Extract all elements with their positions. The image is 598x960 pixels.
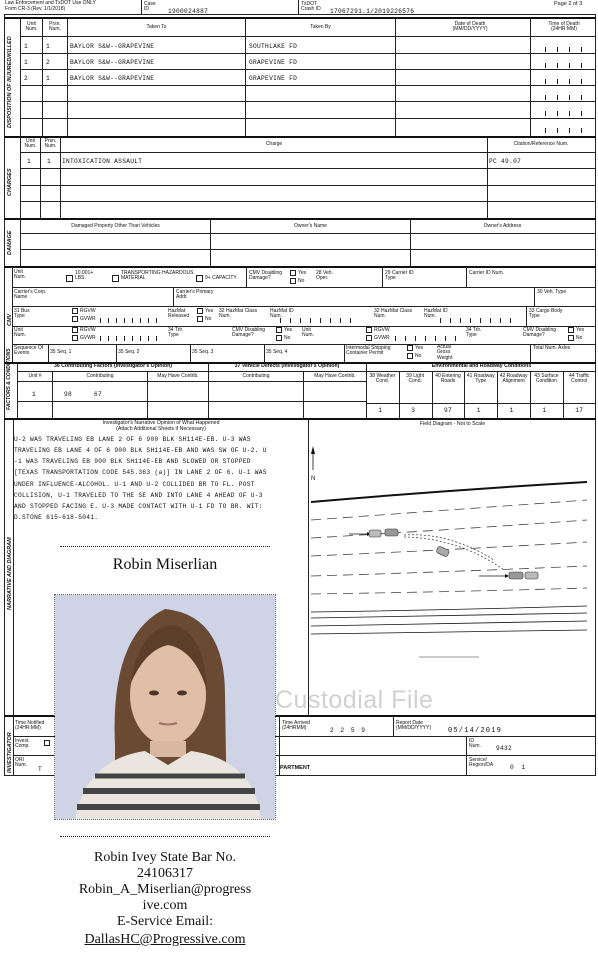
entry-tick xyxy=(569,111,570,116)
entry-tick xyxy=(545,128,546,133)
ori-value: T xyxy=(38,766,43,773)
hazmat-released-no-checkbox[interactable] xyxy=(197,316,203,322)
report-date-value: 05/14/2019 xyxy=(448,727,503,735)
charges-header-prsn: Prsn. Num. xyxy=(44,138,57,150)
department-label-tail: PARTMENT xyxy=(280,765,311,771)
seq3-label: 35 Seq. 3 xyxy=(192,349,214,355)
yes-label: Yes xyxy=(284,327,293,333)
env-col-header: 43 Surface Condition xyxy=(534,373,559,385)
seq-events-label: Sequence Of Events xyxy=(14,345,44,357)
signature-line: Robin_A_Miserlian@progress xyxy=(78,882,252,897)
env-col-value: 1 xyxy=(476,407,481,414)
entry-tick xyxy=(156,318,157,323)
id-num-label: ID Num. xyxy=(469,738,481,750)
narrative-line: COLLISION, U-1 TRAVELED TO THE SE AND INTO LANE 4 AHEAD OF U-3 xyxy=(14,492,263,499)
disp-row3-prsn: 1 xyxy=(46,75,51,82)
overlay-name: Robin Miserlian xyxy=(60,556,270,574)
entry-tick xyxy=(330,318,331,323)
entry-tick xyxy=(581,111,582,116)
entry-tick xyxy=(557,128,558,133)
env-col-value: 3 xyxy=(411,407,416,414)
entry-tick xyxy=(500,318,501,323)
disp-row3-taken-by: GRAPEVINE FD xyxy=(249,75,298,82)
no-label: No xyxy=(205,316,212,322)
cf-col-may-have: May Have Contrib. xyxy=(157,373,199,379)
seq2-label: 35 Seq. 2 xyxy=(118,349,140,355)
entry-tick xyxy=(148,318,149,323)
hazmat-class-label: 32 HazMat Class Num. xyxy=(374,308,413,320)
env-col-value: 17 xyxy=(575,407,584,414)
entry-tick xyxy=(108,336,109,341)
service-region-value: 0 1 xyxy=(510,764,528,771)
no-label: No xyxy=(576,335,583,341)
entry-tick xyxy=(581,95,582,100)
capacity-checkbox[interactable] xyxy=(196,275,203,282)
cmv-disabling-label: CMV Disabling Damage? xyxy=(232,327,266,339)
intermodal-label: Intermodal Shipping Container Permit xyxy=(346,345,391,357)
entry-tick xyxy=(557,63,558,68)
damage-header-owner-name: Owner's Name xyxy=(294,223,327,229)
env-col-header: 38 Weather Cond. xyxy=(369,373,396,385)
env-col-header: 40 Entering Roads xyxy=(435,373,461,385)
entry-tick xyxy=(581,63,582,68)
veh-oper-label: 28 Veh. Oper. xyxy=(316,270,333,282)
rgvw-checkbox[interactable] xyxy=(72,308,78,314)
gvwr-label: GVWR xyxy=(80,335,96,341)
agency-use-label: Law Enforcement and TxDOT Use ONLY xyxy=(5,0,96,6)
field-diagram xyxy=(309,430,595,714)
hazmat-released-yes-checkbox[interactable] xyxy=(197,308,203,314)
entry-tick xyxy=(470,318,471,323)
hazmat-class-label: 32 HazMat Class Num. xyxy=(219,308,258,320)
disp-row3-unit: 2 xyxy=(24,75,29,82)
entry-tick xyxy=(405,336,406,341)
yes-label: Yes xyxy=(576,327,585,333)
carrier-addr-label: Carrier's Primary Addr. xyxy=(176,289,214,301)
narrative-line: [TEXAS TRANSPORTATION CODE 545.363 (a)] IN LANE 2 OF 6. U-1 WAS xyxy=(14,469,267,476)
trlr-type-label: 34 Trlr. Type xyxy=(466,327,482,339)
entry-tick xyxy=(132,318,133,323)
entry-tick xyxy=(557,47,558,52)
entry-tick xyxy=(395,336,396,341)
actual-gross-label: Actual Gross Weight xyxy=(437,344,453,361)
hazmat-released-label: HazMat Released xyxy=(168,308,190,320)
invest-comp-checkbox[interactable] xyxy=(44,740,50,746)
entry-tick xyxy=(310,318,311,323)
case-id-label: Case ID xyxy=(144,1,156,13)
entry-tick xyxy=(569,63,570,68)
time-notified-label: Time Notified (24HR:MM) xyxy=(15,720,45,732)
diagram-label: Field Diagram - Not to Scale xyxy=(419,421,486,427)
disp-row3-taken-to: BAYLOR S&W--GRAPEVINE xyxy=(70,75,155,82)
rgvw-label: RGVW xyxy=(80,308,96,314)
contributing-factors-header: 36 Contributing Factors (Investigator's Opinion) xyxy=(54,363,172,369)
entry-tick xyxy=(116,336,117,341)
cf-col-unit: Unit # xyxy=(28,373,42,379)
gvwr-checkbox[interactable] xyxy=(72,316,78,322)
investigator-side-label: INVESTIGATOR xyxy=(7,732,13,773)
cmv-disabling-yes-checkbox[interactable] xyxy=(568,327,574,333)
env-col-header: 42 Roadway Alignment xyxy=(499,373,528,385)
cargo-body-label: 33 Cargo Body Type xyxy=(529,308,563,320)
entry-tick xyxy=(450,318,451,323)
entry-tick xyxy=(340,318,341,323)
carrier-id-type-label: 29 Carrier ID Type xyxy=(385,270,414,282)
entry-tick xyxy=(581,47,582,52)
ori-num-label: ORI Num. xyxy=(15,757,27,769)
cmv-side-label: CMV xyxy=(7,313,13,326)
signature-line: 24106317 xyxy=(137,866,193,881)
entry-tick xyxy=(545,63,546,68)
cmv-disabling-no-checkbox[interactable] xyxy=(276,335,282,341)
damage-header-owner-address: Owner's Address xyxy=(483,223,522,229)
narrative-line: TRAVELING EB LANE 4 OF 6 900 BLK SH114E-EB AND WAS SW OF U-2. U xyxy=(14,447,267,454)
narrative-header-line2: (Attach Additional Sheets if Necessary) xyxy=(116,426,206,432)
cf-contrib-b-value: 67 xyxy=(94,391,103,398)
signature-line: Robin Ivey State Bar No. xyxy=(94,850,236,865)
entry-tick xyxy=(100,336,101,341)
cmv-unit-num-label: Unit Num. xyxy=(14,269,26,281)
diagram-caption-line xyxy=(419,656,479,658)
vehicle-defects-header: 37 Vehicle Defects (Investigator's Opinion) xyxy=(234,363,340,369)
cmv-disabling-no-checkbox[interactable] xyxy=(290,278,296,284)
entry-tick xyxy=(557,111,558,116)
id-num-value: 9432 xyxy=(496,745,513,752)
entry-tick xyxy=(581,128,582,133)
vd-col-contributing: Contributing xyxy=(242,373,270,379)
entry-tick xyxy=(140,318,141,323)
bus-type-label: 31 Bus Type xyxy=(14,308,30,320)
narrative-line: -1 WAS TRAVELING EB 900 BLK SH114E-EB AND SLOWED OR STOPPED xyxy=(14,458,251,465)
charges-unit: 1 xyxy=(27,158,32,165)
entry-tick xyxy=(545,111,546,116)
rgvw-label: RGVW xyxy=(80,327,96,333)
entry-tick xyxy=(445,336,446,341)
entry-tick xyxy=(490,318,491,323)
entry-tick xyxy=(557,95,558,100)
cmv-disabling-label: CMV Disabling Damage? xyxy=(523,327,557,339)
no-label: No xyxy=(284,335,291,341)
intermodal-yes-checkbox[interactable] xyxy=(407,345,413,351)
capacity-label: 9+ CAPACITY xyxy=(205,275,237,281)
no-label: No xyxy=(298,278,305,284)
disp-row2-unit: 1 xyxy=(24,59,29,66)
entry-tick xyxy=(148,336,149,341)
charges-prsn: 1 xyxy=(47,158,52,165)
service-email-link[interactable]: DallasHC@Progressive.com xyxy=(84,932,246,947)
entry-tick xyxy=(480,318,481,323)
entry-tick xyxy=(545,79,546,84)
hazmat-transport-label: TRANSPORTING HAZARDOUS MATERIAL xyxy=(121,270,194,282)
entry-tick xyxy=(350,318,351,323)
vehicle-paths xyxy=(404,535,504,570)
narrative-line: AND STOPPED FACING E. U-3 MADE CONTACT WITH U-1 FD TO BR. WIT: xyxy=(14,503,263,510)
charges-charge: INTOXICATION ASSAULT xyxy=(62,158,143,165)
cmv-unit-num-label: Unit Num. xyxy=(302,327,314,339)
disp-header-time-of-death: Time of Death (24HR:MM) xyxy=(548,21,580,33)
entry-tick xyxy=(108,318,109,323)
charges-header-citation: Citation/Reference Num. xyxy=(513,141,569,147)
road-lanes xyxy=(311,482,587,634)
cf-contrib-a-value: 98 xyxy=(64,391,73,398)
entry-tick xyxy=(455,336,456,341)
narrative-line: D.STONE 615-618-5041. xyxy=(14,514,99,521)
entry-tick xyxy=(100,318,101,323)
hazmat-transport-checkbox[interactable] xyxy=(112,275,119,282)
env-col-header: 44 Traffic Control xyxy=(568,373,590,385)
narrative-line: U-2 WAS TRAVELING EB LANE 2 OF 6 900 BLK SH114E-EB. U-3 WAS xyxy=(14,436,251,443)
narrative-header-line1: Investigator's Narrative Opinion of What Happened xyxy=(102,420,220,426)
over-10k-checkbox[interactable] xyxy=(66,275,73,282)
crash-id-value: 17067291.1/2019226576 xyxy=(330,8,415,15)
rgvw-checkbox[interactable] xyxy=(72,327,78,333)
narrative-side-label: NARRATIVE AND DIAGRAM xyxy=(7,537,13,610)
seq1-label: 35 Seq. 1 xyxy=(50,349,72,355)
disp-header-unit: Unit Num. xyxy=(25,21,38,33)
veh-type-label: 30 Veh. Type xyxy=(537,289,567,295)
person-photo-image xyxy=(55,595,276,820)
seq4-label: 35 Seq. 4 xyxy=(266,349,288,355)
time-arrived-value: 2 2 5 9 xyxy=(330,727,367,734)
cmv-disabling-label: CMV Disabling Damage? xyxy=(249,270,283,282)
charges-side-label: CHARGES xyxy=(7,168,13,196)
env-col-value: 97 xyxy=(444,407,453,414)
hazmat-id-label: HazMat ID Num. xyxy=(424,308,448,320)
entry-tick xyxy=(132,336,133,341)
entry-tick xyxy=(510,318,511,323)
entry-tick xyxy=(425,336,426,341)
cmv-unit-num-label: Unit Num. xyxy=(14,327,26,339)
entry-tick xyxy=(280,318,281,323)
gvwr-label: GVWR xyxy=(374,335,390,341)
entry-tick xyxy=(545,47,546,52)
rgvw-checkbox[interactable] xyxy=(366,327,372,333)
gvwr-checkbox[interactable] xyxy=(72,335,78,341)
form-id-label: Form CR-3 (Rev. 1/1/2018) xyxy=(5,6,66,12)
entry-tick xyxy=(415,336,416,341)
narrative-line: UNDER INFLUENCE-ALCOHOL. U-1 AND U-2 COLLIDED BR TO FL. POST xyxy=(14,481,255,488)
cmv-disabling-no-checkbox[interactable] xyxy=(568,335,574,341)
gvwr-checkbox[interactable] xyxy=(366,335,372,341)
over-10k-label: 10,001+ LBS. xyxy=(75,270,94,282)
signature-line-bottom xyxy=(60,836,270,837)
env-col-header: 39 Light Cond. xyxy=(406,373,425,385)
disposition-side-label: DISPOSITION OF INJURED/KILLED xyxy=(7,36,13,128)
person-photo xyxy=(54,594,276,820)
invest-comp-label: Invest. Comp. xyxy=(15,738,30,750)
cmv-disabling-yes-checkbox[interactable] xyxy=(276,327,282,333)
entry-tick xyxy=(320,318,321,323)
cmv-disabling-yes-checkbox[interactable] xyxy=(290,270,296,276)
entry-tick xyxy=(545,95,546,100)
hazmat-id-label: HazMat ID Num. xyxy=(270,308,294,320)
env-col-value: 1 xyxy=(542,407,547,414)
disp-header-taken-to: Taken To xyxy=(146,24,167,30)
entry-tick xyxy=(140,336,141,341)
entry-tick xyxy=(569,79,570,84)
entry-tick xyxy=(581,79,582,84)
env-col-header: 41 Roadway Type xyxy=(466,373,495,385)
disp-header-prsn: Prsn. Num. xyxy=(49,21,61,33)
page-number: Page 2 of 3 xyxy=(554,1,583,7)
entry-tick xyxy=(116,318,117,323)
entry-tick xyxy=(557,79,558,84)
entry-tick xyxy=(124,318,125,323)
case-id-value: 1900024887 xyxy=(168,8,209,15)
disp-row1-taken-to: BAYLOR S&W--GRAPEVINE xyxy=(70,43,155,50)
entry-tick xyxy=(569,47,570,52)
entry-tick xyxy=(569,95,570,100)
entry-tick xyxy=(460,318,461,323)
entry-tick xyxy=(300,318,301,323)
entry-tick xyxy=(435,336,436,341)
cf-unit-value: 1 xyxy=(32,391,37,398)
no-label: No xyxy=(415,353,422,359)
total-axles-label: Total Num. Axles xyxy=(533,345,571,351)
disp-row2-prsn: 2 xyxy=(46,59,51,66)
damage-side-label: DAMAGE xyxy=(7,230,13,255)
entry-tick xyxy=(569,128,570,133)
yes-label: Yes xyxy=(415,345,424,351)
charges-header-charge: Charge xyxy=(265,141,283,147)
rgvw-label: RGVW xyxy=(374,327,390,333)
carrier-id-num-label: Carrier ID Num. xyxy=(469,270,505,276)
north-arrow xyxy=(311,446,315,470)
vd-col-may-have: May Have Contrib. xyxy=(314,373,356,379)
disp-header-taken-by: Taken By xyxy=(310,24,331,30)
signature-line: ive.com xyxy=(142,898,188,913)
disp-row1-unit: 1 xyxy=(24,43,29,50)
service-region-label: Service/ Region/DA xyxy=(469,757,494,769)
txdot-crash-id-label: TxDOT Crash ID xyxy=(301,1,321,13)
cf-col-contributing: Contributing xyxy=(86,373,114,379)
damage-header-property: Damaged Property Other Than Vehicles xyxy=(71,223,160,229)
yes-label: Yes xyxy=(205,308,214,314)
north-label: N xyxy=(311,476,316,482)
disp-row2-taken-to: BAYLOR S&W--GRAPEVINE xyxy=(70,59,155,66)
disp-row2-taken-by: GRAPEVINE FD xyxy=(249,59,298,66)
entry-tick xyxy=(156,336,157,341)
disp-header-date-of-death: Date of Death (MM/DD/YYYY) xyxy=(452,21,488,33)
report-date-label: Report Date (MM/DD/YYYY) xyxy=(396,720,431,732)
signature-line-top xyxy=(60,546,270,547)
time-arrived-label: Time Arrived (24HRMM) xyxy=(282,720,310,732)
entry-tick xyxy=(440,318,441,323)
env-col-value: 1 xyxy=(378,407,383,414)
carrier-corp-label: Carrier's Corp. Name xyxy=(14,289,47,301)
trlr-type-label: 34 Trlr. Type xyxy=(168,327,184,339)
environment-header: Environmental and Roadway Conditions xyxy=(431,363,532,369)
custodial-file-watermark: Custodial File xyxy=(275,686,434,714)
entry-tick xyxy=(124,336,125,341)
disp-row1-taken-by: SOUTHLAKE FD xyxy=(249,43,298,50)
charges-header-unit: Unit Num. xyxy=(24,138,37,150)
entry-tick xyxy=(290,318,291,323)
charges-citation: PC 49.07 xyxy=(489,158,522,165)
intermodal-no-checkbox[interactable] xyxy=(407,353,413,359)
disp-row1-prsn: 1 xyxy=(46,43,51,50)
yes-label: Yes xyxy=(298,270,307,276)
env-col-value: 1 xyxy=(509,407,514,414)
factors-side-label: FACTORS & CONDITIONS xyxy=(6,348,12,410)
gvwr-label: GVWR xyxy=(80,316,96,322)
signature-line: E-Service Email: xyxy=(116,914,214,929)
